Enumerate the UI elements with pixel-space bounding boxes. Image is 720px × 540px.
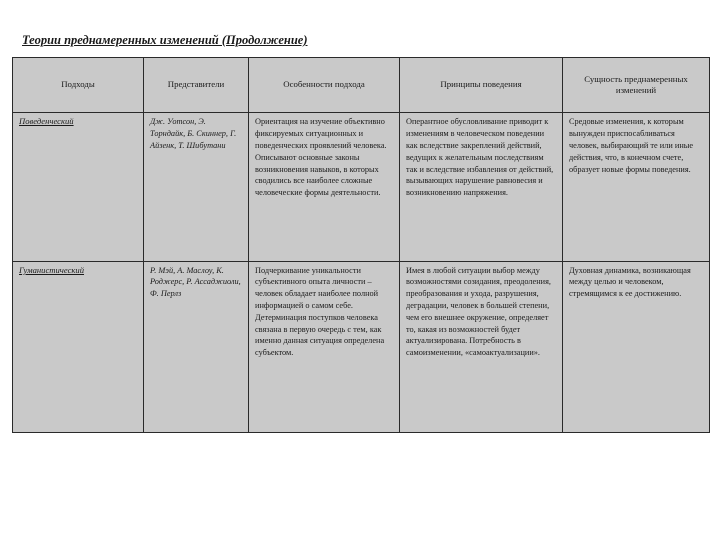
- header-features: Особенности подхода: [249, 58, 400, 113]
- cell-features: Ориентация на изучение объективно фиксируемых ситуационных и поведенческих проявлений человека. Описывают основные законы возникновения навыков, в которых сводились все наиболее сложные человеческие формы деятельности.: [249, 113, 400, 261]
- cell-features: Подчеркивание уникальности субъективного опыта личности – человек обладает наиболее полной информацией о самом себе. Детерминация поступков человека связана в первую очередь с тем, как именно данная ситуация определена субъектом.: [249, 261, 400, 432]
- table-row: [13, 261, 710, 432]
- table-row: [13, 113, 710, 261]
- header-principles: Принципы поведения: [400, 58, 563, 113]
- cell-representatives: Р. Мэй, А. Маслоу, К. Роджерс, Р. Ассаджиоли, Ф. Перлз: [144, 261, 249, 432]
- cell-principles: Имея в любой ситуации выбор между возможностями созидания, преодоления, преобразования и ухода, разрушения, деградации, человек в большей степени, чем его внешнее окружение, определяет то, какая из возможностей будет актуализирована. Потребность в самоизменении, «самоактуализации».: [400, 261, 563, 432]
- table-header-row: [13, 58, 710, 113]
- cell-approach: Гуманистический: [13, 261, 144, 432]
- theories-table: [12, 57, 710, 433]
- header-representatives: Представители: [144, 58, 249, 113]
- cell-approach: Поведенческий: [13, 113, 144, 261]
- cell-principles: Оперантное обусловливание приводит к изменениям в человеческом поведении как вследствие закреплений действий, ведущих к желательным последствиям так и вследствие избавления от действий, вызывающих нарушение равновесия и возникновению напряжения.: [400, 113, 563, 261]
- cell-representatives: Дж. Уотсон, Э. Торндайк, Б. Скиннер, Г. Айзенк, Т. Шибутани: [144, 113, 249, 261]
- cell-essence: Духовная динамика, возникающая между целью и человеком, стремящимся к ее достижению.: [563, 261, 710, 432]
- slide-title: Теории преднамеренных изменений (Продолжение): [22, 33, 308, 47]
- cell-essence: Средовые изменения, к которым вынужден приспосабливаться человек, выбирающий те или иные действия, что, в конечном счете, образует новые формы поведения.: [563, 113, 710, 261]
- header-approaches: Подходы: [13, 58, 144, 113]
- header-essence: Сущность преднамеренных изменений: [563, 58, 710, 113]
